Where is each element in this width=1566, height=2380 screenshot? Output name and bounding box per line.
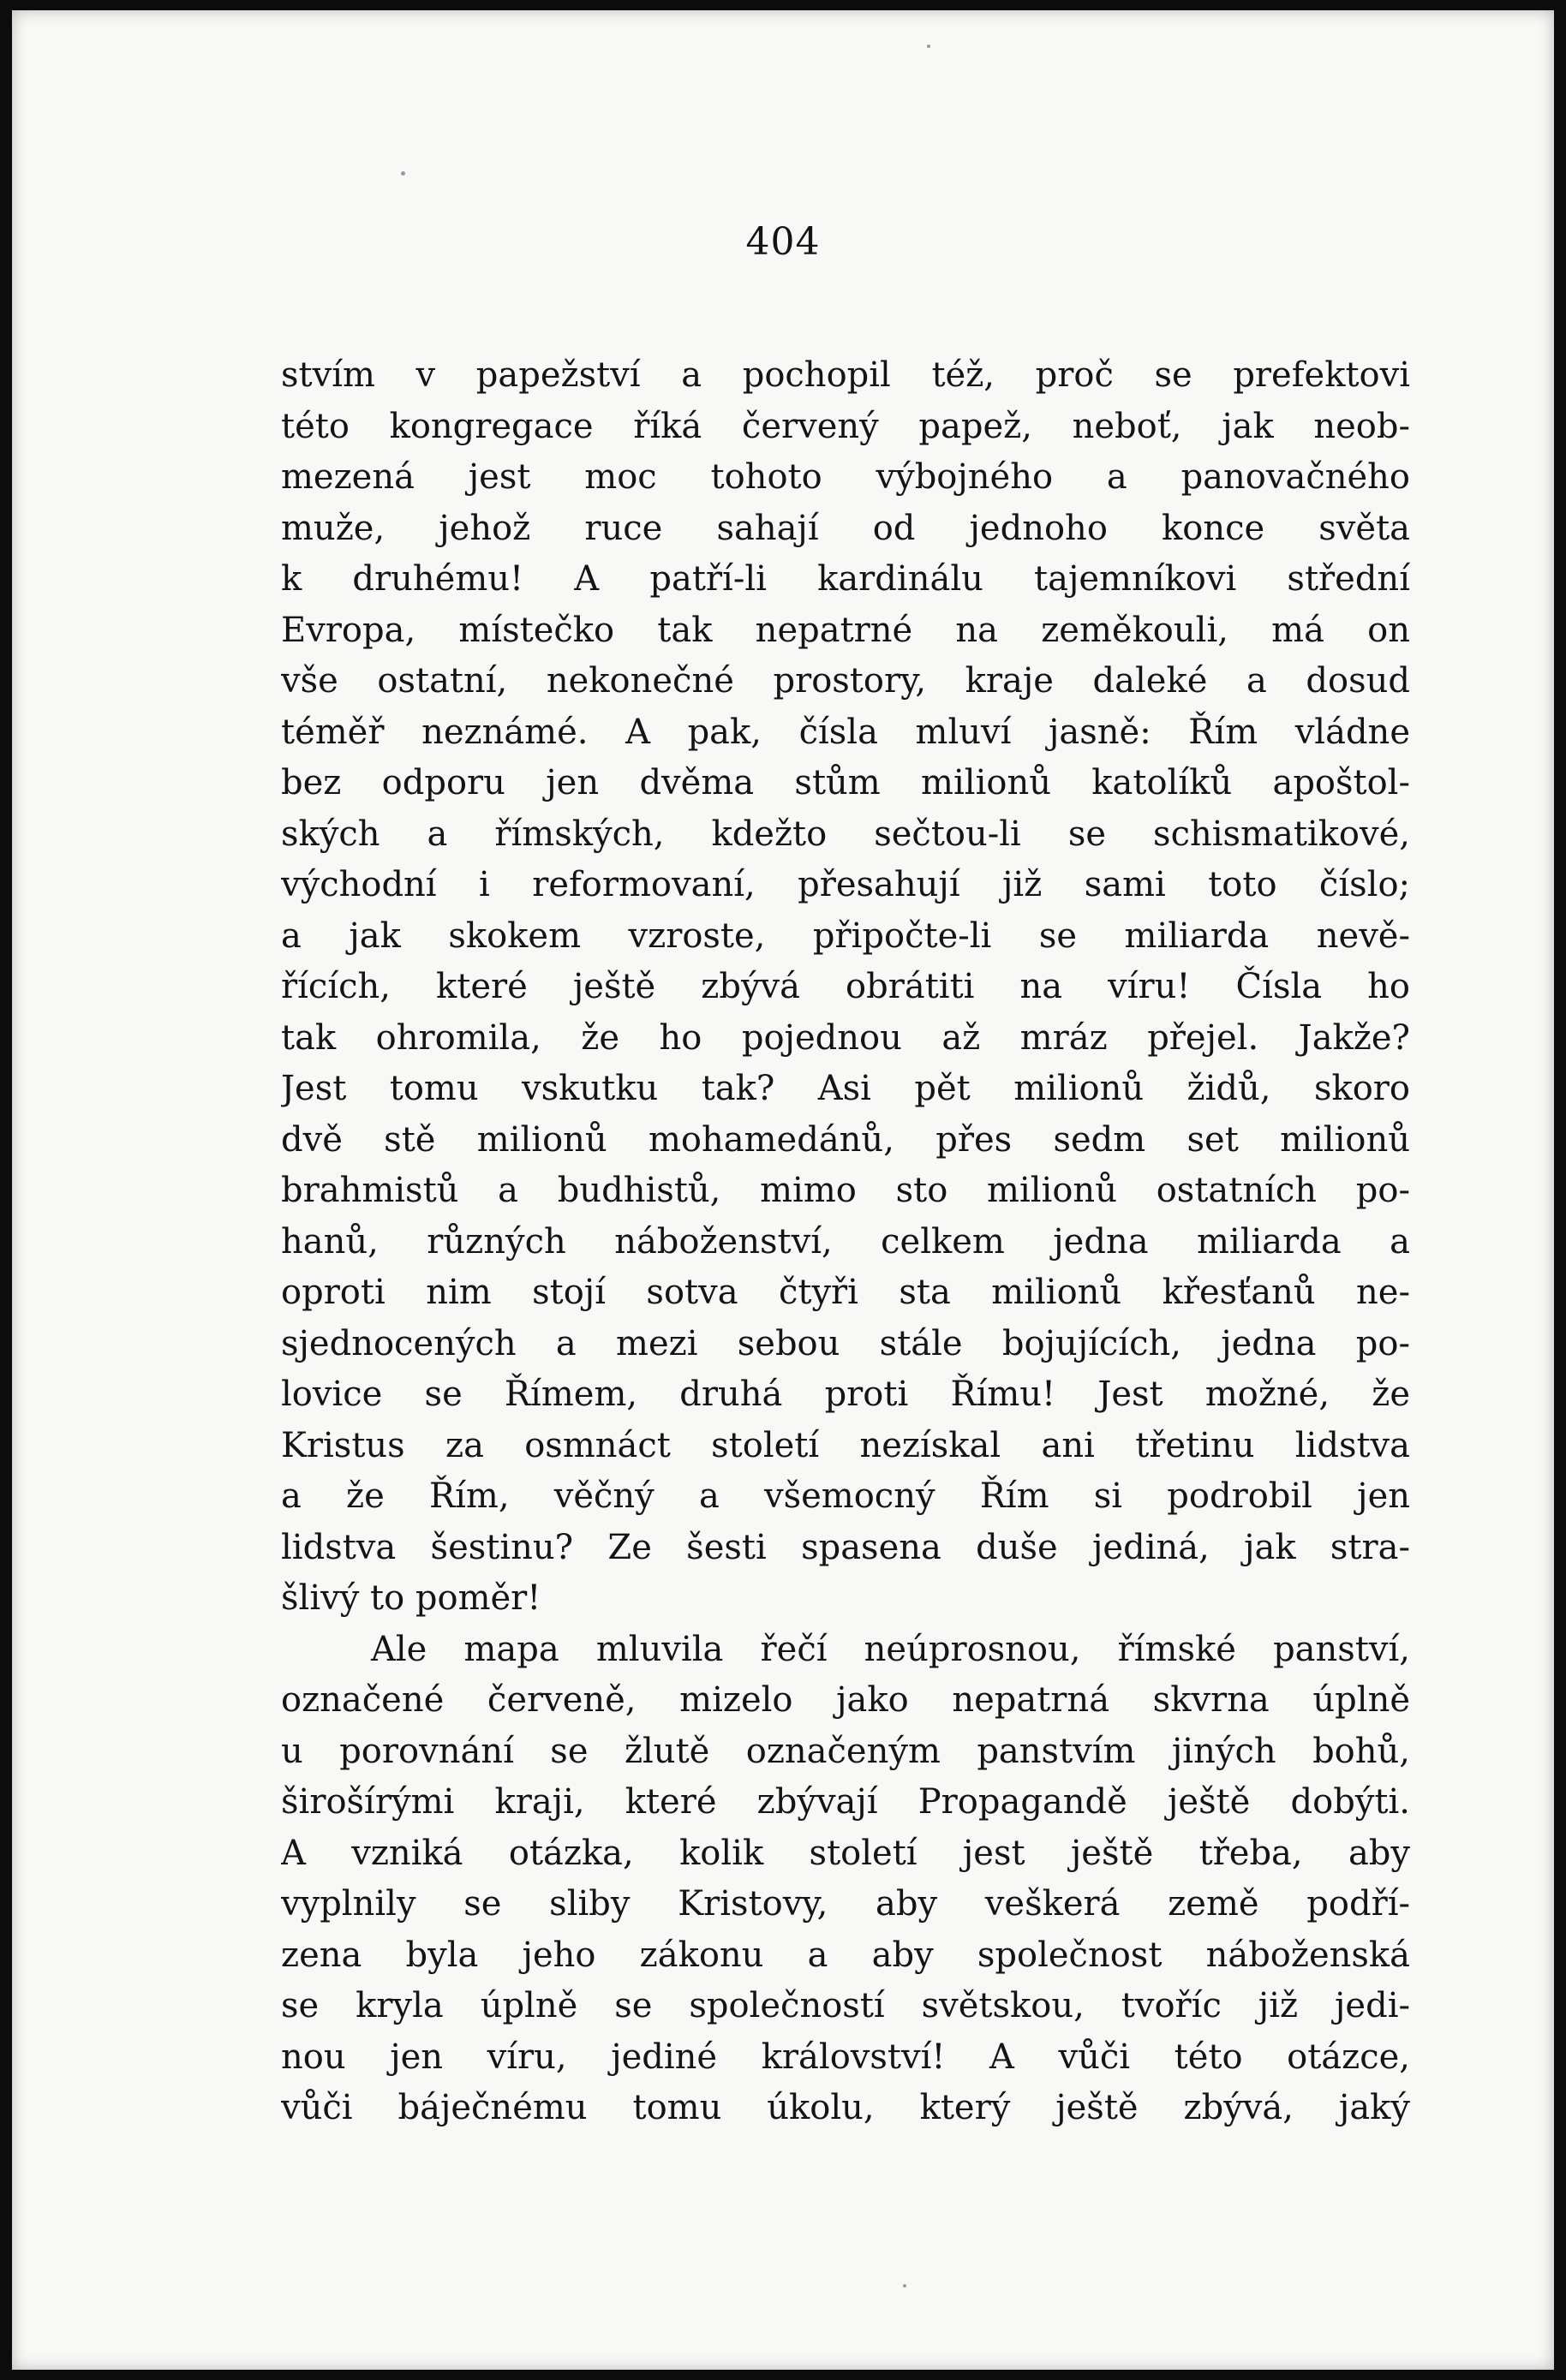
text-line: brahmistů a budhistů, mimo sto milionů ostatních po-	[281, 1171, 1410, 1210]
body-text	[281, 350, 1410, 2134]
text-line: východní i reformovaní, přesahují již sami toto číslo;	[281, 865, 1410, 904]
text-line: bez odporu jen dvěma stům milionů katolíků apoštol-	[281, 763, 1410, 802]
text-line: řících, které ještě zbývá obrátiti na víru! Čísla ho	[281, 967, 1410, 1006]
text-line: tak ohromila, že ho pojednou až mráz přejel. Jakže?	[281, 1017, 1410, 1058]
paragraph-end-line: šlivý to poměr!	[281, 1578, 541, 1618]
text-line: označené červeně, mizelo jako nepatrná skvrna úplně	[281, 1680, 1410, 1720]
text-line: širošírými kraji, které zbývají Propagandě ještě dobýti.	[281, 1782, 1410, 1822]
text-line: vyplnily se sliby Kristovy, aby veškerá země podří-	[281, 1884, 1410, 1924]
text-line: a jak skokem vzroste, připočte-li se miliarda nevě-	[281, 916, 1410, 956]
text-line: a že Řím, věčný a všemocný Řím si podrobil jen	[281, 1476, 1410, 1516]
text-line: Kristus za osmnáct století nezískal ani třetinu lidstva	[281, 1425, 1410, 1465]
text-line: lovice se Římem, druhá proti Římu! Jest možné, že	[281, 1375, 1410, 1414]
text-line: téměř neznámé. A pak, čísla mluví jasně: Řím vládne	[281, 712, 1410, 752]
book-page	[12, 10, 1554, 2370]
text-line: vše ostatní, nekonečné prostory, kraje daleké a dosud	[281, 661, 1410, 701]
text-line: muže, jehož ruce sahají od jednoho konce světa	[281, 508, 1410, 548]
text-line: zena byla jeho zákonu a aby společnost náboženská	[281, 1935, 1410, 1975]
text-line: Evropa, místečko tak nepatrné na zeměkouli, má on	[281, 610, 1410, 650]
page-number: 404	[745, 220, 821, 264]
text-line: nou jen víru, jediné království! A vůči této otázce,	[281, 2037, 1410, 2077]
paragraph-start-line: Ale mapa mluvila řečí neúprosnou, římské panství,	[371, 1629, 1410, 1669]
text-line: hanů, různých náboženství, celkem jedna miliarda a	[281, 1221, 1410, 1262]
text-line: lidstva šestinu? Ze šesti spasena duše jediná, jak stra-	[281, 1527, 1410, 1567]
text-line: vůči báječnému tomu úkolu, který ještě zbývá, jaký	[281, 2088, 1410, 2127]
text-line: dvě stě milionů mohamedánů, přes sedm set milionů	[281, 1119, 1410, 1160]
text-line: stvím v papežství a pochopil též, proč se prefektovi	[281, 355, 1410, 395]
text-line: oproti nim stojí sotva čtyři sta milionů křesťanů ne-	[281, 1273, 1410, 1312]
scan-speck	[903, 2284, 906, 2288]
text-line: A vzniká otázka, kolik století jest ještě třeba, aby	[281, 1833, 1410, 1873]
text-line: ských a římských, kdežto sečtou-li se schismatikové,	[281, 814, 1410, 854]
text-line: této kongregace říká červený papež, neboť, jak neob-	[281, 406, 1410, 446]
text-line: u porovnání se žlutě označeným panstvím jiných bohů,	[281, 1731, 1410, 1771]
text-line: se kryla úplně se společností světskou, tvoříc již jedi-	[281, 1986, 1410, 2025]
text-line: mezená jest moc tohoto výbojného a panovačného	[281, 457, 1410, 497]
text-line: k druhému! A patří-li kardinálu tajemníkovi střední	[281, 559, 1410, 599]
text-line: sjednocených a mezi sebou stále bojujících, jedna po-	[281, 1323, 1410, 1363]
scan-speck	[927, 45, 930, 48]
scan-speck	[401, 171, 405, 176]
text-line: Jest tomu vskutku tak? Asi pět milionů židů, skoro	[281, 1069, 1410, 1108]
